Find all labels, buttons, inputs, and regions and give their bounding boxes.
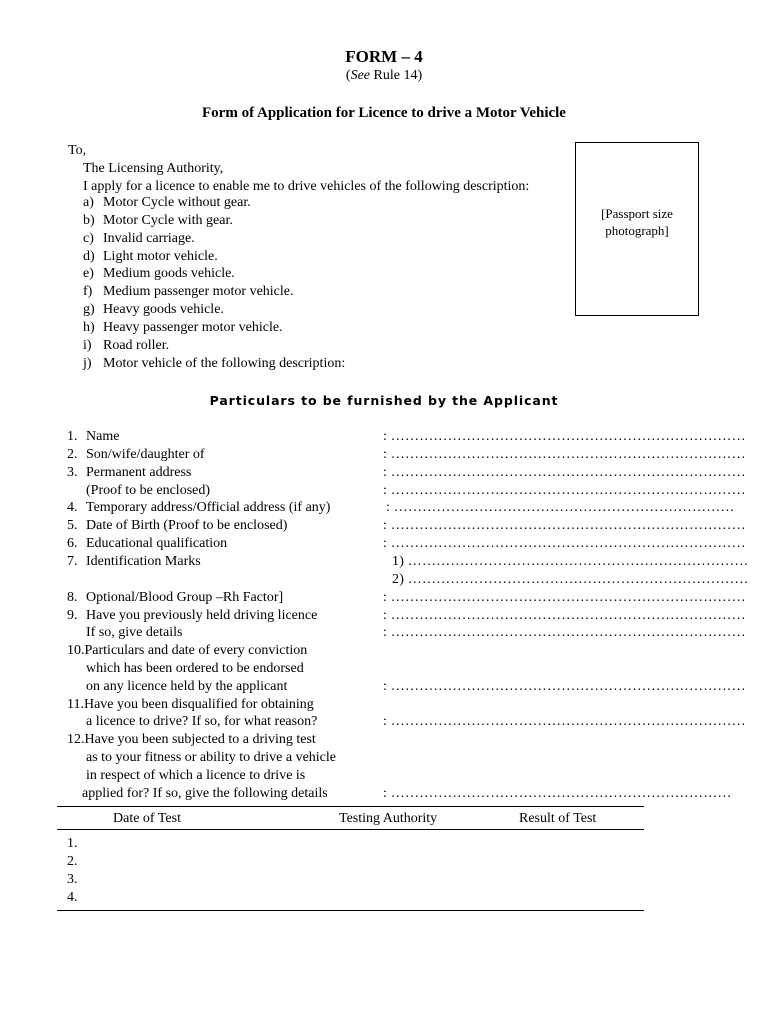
table-header-date: Date of Test [113, 811, 181, 826]
field-disqualified-blank[interactable]: : ………………………………………………………………… [383, 714, 746, 729]
field-relation-blank[interactable]: : ………………………………………………………………… [383, 447, 746, 462]
see-word: See [350, 68, 370, 83]
field-permanent-address-blank[interactable]: : ………………………………………………………………… [383, 465, 746, 480]
vehicle-category: c) Invalid carriage. [83, 231, 195, 246]
field-dob-blank[interactable]: : ………………………………………………………………… [383, 518, 746, 533]
field-temporary-address-label: 4. Temporary address/Official address (if any) [67, 500, 331, 515]
rule-reference: (See Rule 14) [345, 68, 423, 83]
table-row[interactable]: 1. [67, 836, 78, 851]
field-education-label: 6. Educational qualification [67, 536, 228, 551]
field-relation-label: 2. Son/wife/daughter of [67, 447, 205, 462]
field-permanent-address-label: 3. Permanent address [67, 465, 192, 480]
field-disqualified-label-2: a licence to drive? If so, for what reason? [86, 714, 318, 729]
table-row[interactable]: 2. [67, 854, 78, 869]
field-identification-label: 7. Identification Marks [67, 554, 201, 569]
field-blood-group-label: 8. Optional/Blood Group –Rh Factor] [67, 590, 284, 605]
field-permanent-proof-note: (Proof to be enclosed) [86, 483, 211, 498]
vehicle-category: j) Motor vehicle of the following description: [83, 356, 346, 371]
field-previous-licence-details-blank[interactable]: : ………………………………………………………………… [383, 625, 746, 640]
field-blood-group-blank[interactable]: : ………………………………………………………………… [383, 590, 746, 605]
field-driving-test-label-2: as to your fitness or ability to drive a vehicle [86, 750, 336, 765]
field-permanent-address-blank-2[interactable]: : ………………………………………………………………… [383, 483, 746, 498]
form-title: Form of Application for Licence to drive a Motor Vehicle [202, 105, 566, 121]
field-driving-test-blank[interactable]: : ……………………………………………………………… [383, 786, 732, 801]
field-temporary-address-blank[interactable]: : ……………………………………………………………… [386, 500, 735, 515]
field-identification-blank-2[interactable]: 2) ……………………………………………………………… [392, 572, 749, 587]
table-header-authority: Testing Authority [339, 811, 438, 826]
vehicle-category: f) Medium passenger motor vehicle. [83, 284, 294, 299]
table-top-rule [57, 806, 644, 807]
field-identification-blank-1[interactable]: 1) ……………………………………………………………… [392, 554, 749, 569]
field-education-blank[interactable]: : ………………………………………………………………… [383, 536, 746, 551]
to-line: To, [68, 143, 87, 158]
vehicle-category: b) Motor Cycle with gear. [83, 213, 233, 228]
field-dob-label: 5. Date of Birth (Proof to be enclosed) [67, 518, 288, 533]
photo-label: [Passport size photograph] [601, 206, 673, 238]
vehicle-category: d) Light motor vehicle. [83, 249, 218, 264]
vehicle-category: i) Road roller. [83, 338, 170, 353]
photo-box[interactable] [575, 142, 699, 316]
vehicle-category: h) Heavy passenger motor vehicle. [83, 320, 283, 335]
vehicle-category: a) Motor Cycle without gear. [83, 195, 251, 210]
field-previous-licence-blank[interactable]: : ………………………………………………………………… [383, 608, 746, 623]
table-header-result: Result of Test [519, 811, 597, 826]
field-name-label: 1. Name [67, 429, 120, 444]
field-previous-licence-details-label: If so, give details [86, 625, 183, 640]
vehicle-category: e) Medium goods vehicle. [83, 266, 235, 281]
field-conviction-label-3: on any licence held by the applicant [86, 679, 288, 694]
form-number: FORM – 4 [345, 47, 423, 66]
table-bottom-rule [57, 910, 644, 911]
table-row[interactable]: 3. [67, 872, 78, 887]
authority-line: The Licensing Authority, [83, 160, 224, 176]
field-driving-test-label-4: applied for? If so, give the following details [82, 786, 328, 801]
field-conviction-blank[interactable]: : ………………………………………………………………… [383, 679, 746, 694]
particulars-heading: Particulars to be furnished by the Applicant [209, 393, 559, 408]
field-conviction-label-2: which has been ordered to be endorsed [86, 661, 304, 676]
field-name-blank[interactable]: : ………………………………………………………………… [383, 429, 746, 444]
field-driving-test-label-3: in respect of which a licence to drive is [86, 768, 306, 783]
table-row[interactable]: 4. [67, 890, 78, 905]
address-block [68, 142, 529, 196]
apply-line: I apply for a licence to enable me to drive vehicles of the following description: [83, 178, 530, 194]
table-header-rule [57, 829, 644, 830]
field-disqualified-label: 11.Have you been disqualified for obtaining [67, 697, 314, 712]
vehicle-category: g) Heavy goods vehicle. [83, 302, 224, 317]
field-previous-licence-label: 9. Have you previously held driving licence [67, 608, 318, 623]
field-conviction-label: 10.Particulars and date of every conviction [67, 643, 308, 658]
field-driving-test-label: 12.Have you been subjected to a driving test [67, 732, 316, 747]
